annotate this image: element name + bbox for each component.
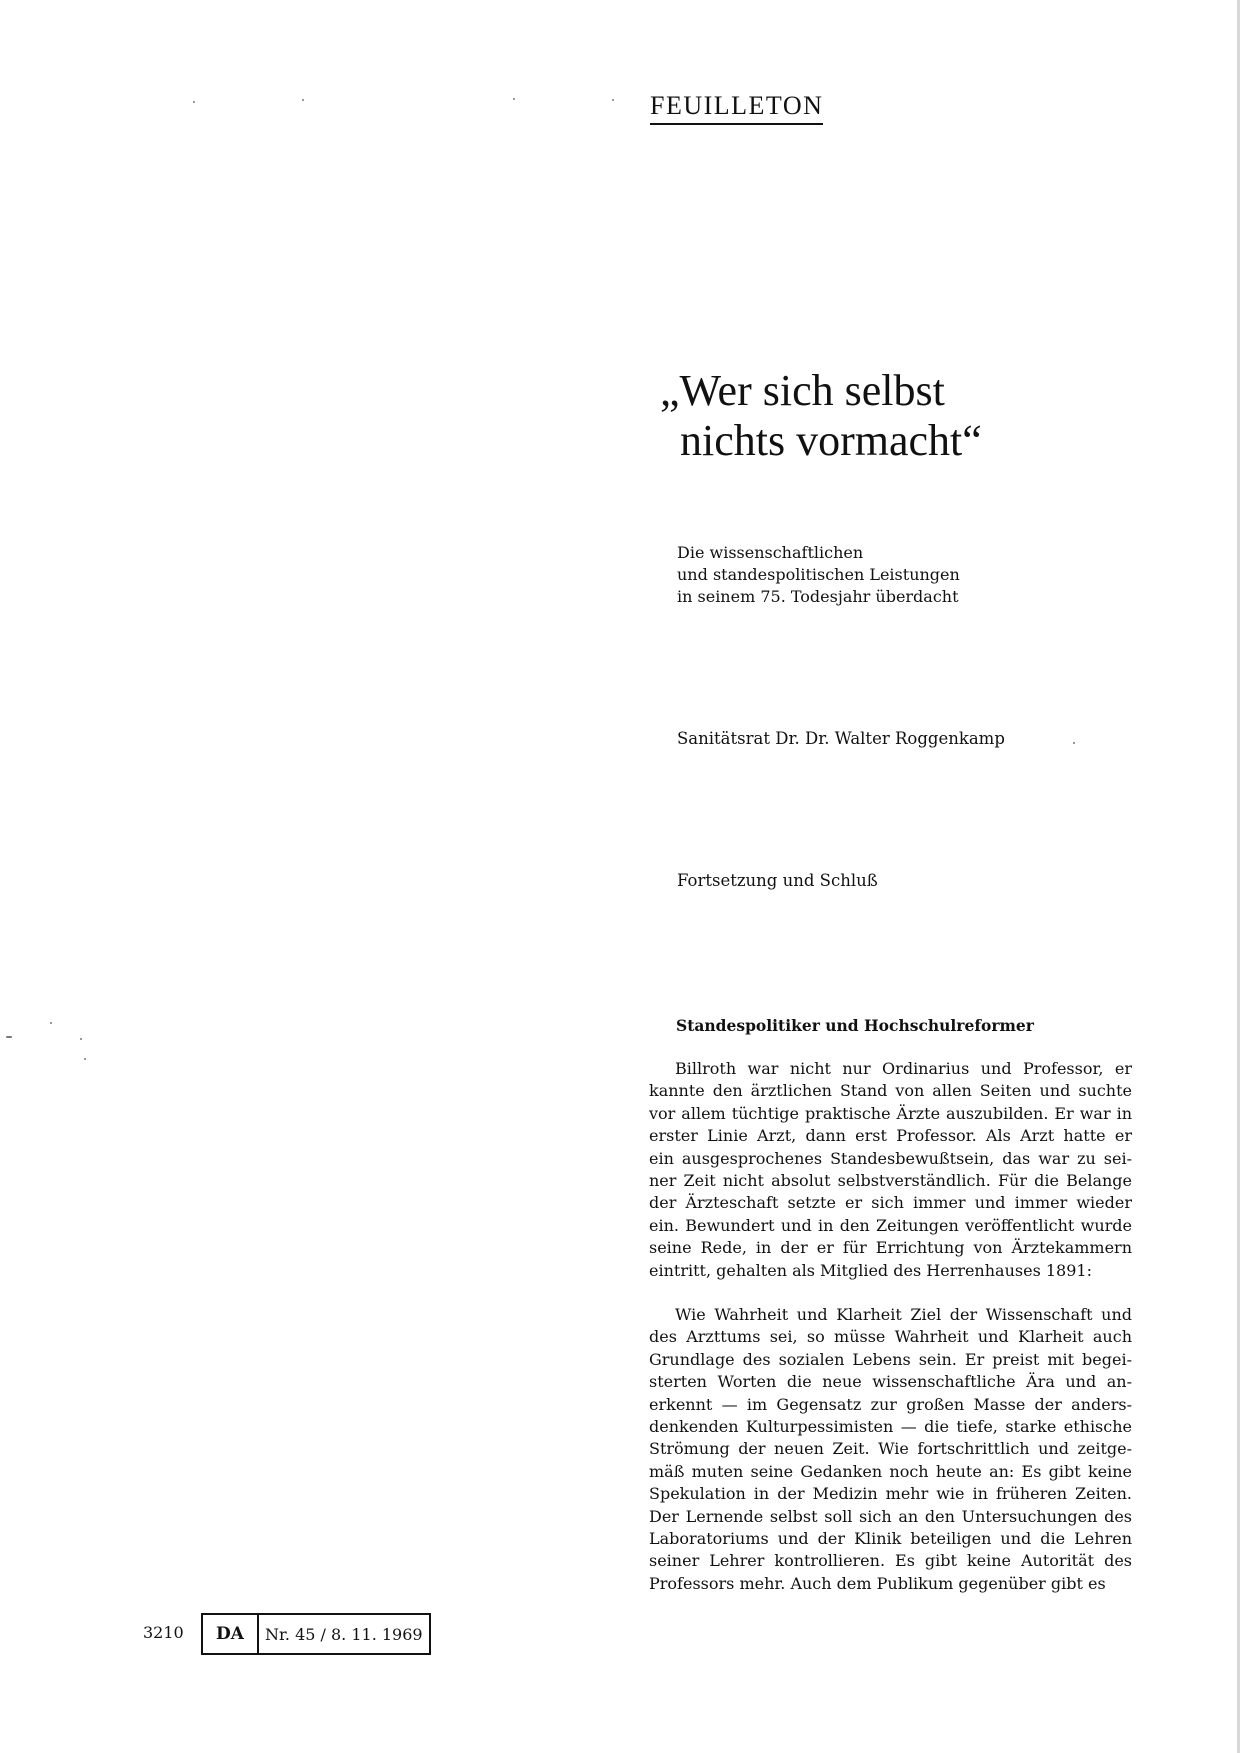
section-heading: Standespolitiker und Hochschulreformer xyxy=(676,1016,1034,1035)
scan-speck xyxy=(302,99,304,101)
scan-speck xyxy=(84,1058,86,1060)
scan-speck xyxy=(513,98,515,100)
text-line: sterten Worten die neue wissenschaftliche Ära und an- xyxy=(649,1372,1132,1392)
journal-logo: DA xyxy=(203,1615,259,1653)
text-line: des Arzttums sei, so müsse Wahrheit und Klarheit auch xyxy=(649,1327,1132,1347)
scan-speck xyxy=(193,101,195,103)
text-line: erster Linie Arzt, dann erst Professor. Als Arzt hatte er xyxy=(649,1126,1132,1146)
text-line: Spekulation in der Medizin mehr wie in früheren Zeiten. xyxy=(649,1484,1132,1504)
title-line: nichts vormacht“ xyxy=(680,416,982,465)
scan-speck xyxy=(80,1038,82,1040)
title-line: „Wer sich selbst xyxy=(660,366,945,415)
text-line: denkenden Kulturpessimisten — die tiefe, starke ethische xyxy=(649,1417,1132,1437)
text-line: vor allem tüchtige praktische Ärzte auszubilden. Er war in xyxy=(649,1103,1132,1123)
text-line: Strömung der neuen Zeit. Wie fortschrittlich und zeitge- xyxy=(649,1439,1132,1459)
text-line: Wie Wahrheit und Klarheit Ziel der Wissenschaft und xyxy=(675,1305,1132,1324)
subtitle-line: in seinem 75. Todesjahr überdacht xyxy=(677,587,959,606)
text-line: mäß muten seine Gedanken noch heute an: Es gibt keine xyxy=(649,1461,1132,1481)
page-number: 3210 xyxy=(143,1623,184,1642)
text-line: seine Rede, in der er für Errichtung von Ärztekammern xyxy=(649,1238,1132,1258)
text-line: Billroth war nicht nur Ordinarius und Professor, er xyxy=(675,1059,1132,1078)
text-line: Laboratoriums und der Klinik beteiligen und die Lehren xyxy=(649,1529,1132,1549)
scan-speck xyxy=(6,1036,12,1038)
issue-info: Nr. 45 / 8. 11. 1969 xyxy=(265,1624,423,1644)
text-line: ein. Bewundert und in den Zeitungen veröffentlicht wurde xyxy=(649,1215,1132,1235)
subtitle-line: und standespolitischen Leistungen xyxy=(677,565,960,584)
text-line: Professors mehr. Auch dem Publikum gegenüber gibt es xyxy=(649,1573,1106,1593)
text-line: seiner Lehrer kontrollieren. Es gibt keine Autorität des xyxy=(649,1551,1132,1571)
section-label: FEUILLETON xyxy=(650,90,823,125)
text-line: ein ausgesprochenes Standesbewußtsein, das war zu sei- xyxy=(649,1148,1132,1168)
text-line: der Ärzteschaft setzte er sich immer und immer wieder xyxy=(649,1193,1132,1213)
text-line: ner Zeit nicht absolut selbstverständlich. Für die Belange xyxy=(649,1171,1132,1191)
text-line: Grundlage des sozialen Lebens sein. Er preist mit begei- xyxy=(649,1349,1132,1369)
author-byline: Sanitätsrat Dr. Dr. Walter Roggenkamp xyxy=(677,729,1005,748)
body-paragraph xyxy=(649,1304,1132,1595)
text-line: kannte den ärztlichen Stand von allen Seiten und suchte xyxy=(649,1081,1132,1101)
article-subtitle xyxy=(677,542,960,608)
scan-speck xyxy=(50,1022,52,1024)
subtitle-line: Die wissenschaftlichen xyxy=(677,543,864,562)
text-line: erkennt — im Gegensatz zur großen Masse der anders- xyxy=(649,1394,1132,1414)
scan-speck xyxy=(612,99,614,101)
scan-speck xyxy=(1073,742,1075,744)
article-title xyxy=(660,366,982,466)
continuation-note: Fortsetzung und Schluß xyxy=(677,871,878,890)
text-line: Der Lernende selbst soll sich an den Untersuchungen des xyxy=(649,1506,1132,1526)
issue-box xyxy=(201,1613,431,1655)
text-line: eintritt, gehalten als Mitglied des Herrenhauses 1891: xyxy=(649,1260,1092,1280)
body-paragraph xyxy=(649,1058,1132,1282)
